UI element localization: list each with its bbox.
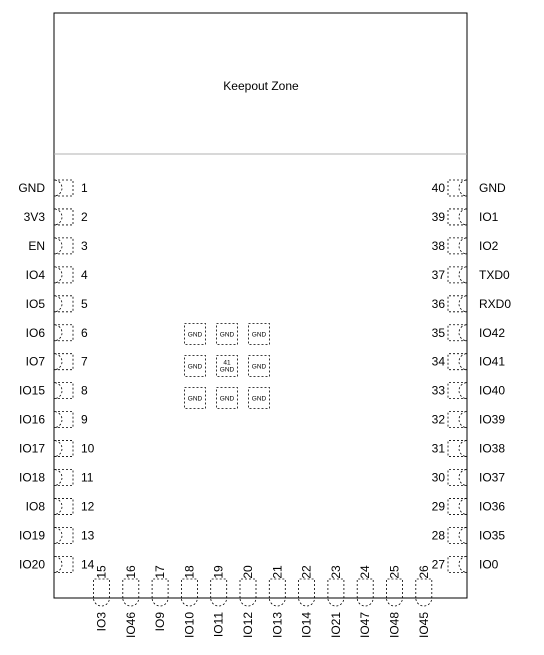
pin-number: 8 — [81, 383, 88, 398]
pin-pad-outline — [211, 579, 227, 606]
pin-name: IO8 — [25, 499, 45, 514]
right-pin-38 — [432, 238, 499, 254]
left-pin-12 — [26, 498, 95, 514]
pin-number: 40 — [431, 181, 445, 195]
pin-pad-outline — [448, 180, 467, 196]
pin-name: IO7 — [25, 354, 45, 369]
pin-name: IO37 — [479, 470, 506, 485]
pin-pad-outline — [54, 267, 73, 283]
pin-name: IO10 — [182, 612, 197, 639]
left-pin-13 — [19, 527, 95, 543]
right-pin-36 — [432, 296, 512, 312]
pad-label: GND — [251, 395, 267, 403]
pin-pad-outline — [448, 412, 467, 428]
pin-name: IO41 — [479, 354, 506, 369]
pin-name: IO9 — [153, 612, 168, 632]
pin-pad-outline — [54, 441, 73, 457]
keepout-zone-label: Keepout Zone — [223, 79, 299, 93]
left-pin-7 — [26, 354, 88, 370]
center-pad-r2c1 — [185, 356, 206, 377]
pin-pad-outline — [448, 498, 467, 514]
pin-number: 35 — [431, 325, 445, 340]
pin-name: IO17 — [18, 441, 45, 456]
pin-number: 18 — [182, 565, 197, 579]
pin-pad-outline — [416, 579, 432, 606]
pin-name: IO20 — [18, 557, 45, 572]
pin-pad-outline — [54, 498, 73, 514]
left-pin-10 — [19, 441, 95, 457]
pin-pad-outline — [152, 579, 168, 606]
pin-name: IO18 — [18, 470, 45, 485]
pin-number: 10 — [81, 441, 95, 456]
pin-pad-outline — [448, 209, 467, 225]
center-pad-r3c1 — [185, 388, 206, 409]
pin-number: 14 — [81, 557, 95, 572]
pin-number: 38 — [431, 238, 445, 253]
left-pin-6 — [26, 325, 88, 341]
pin-name: IO19 — [18, 528, 45, 543]
left-pin-3 — [28, 238, 88, 254]
pin-pad-outline — [54, 412, 73, 428]
pin-pad-outline — [54, 527, 73, 543]
pin-number: 28 — [431, 528, 445, 543]
right-pin-37 — [432, 267, 510, 283]
pin-name: IO40 — [479, 383, 506, 398]
pin-name: IO39 — [479, 412, 506, 427]
pad-label: GND — [187, 331, 203, 339]
bottom-pin-row — [94, 565, 432, 638]
pin-number: 34 — [431, 354, 445, 369]
pin-name: IO36 — [479, 499, 506, 514]
pin-number: 27 — [431, 557, 445, 572]
pin-pad-outline — [328, 579, 344, 606]
pin-number: 29 — [431, 499, 445, 514]
pin-pad-outline — [269, 579, 285, 606]
pad-label: GND — [219, 395, 235, 403]
center-pad-r1c3 — [249, 324, 270, 345]
center-pad-r3c2 — [217, 388, 238, 409]
pin-number: 12 — [81, 499, 95, 514]
pin-pad-outline — [54, 470, 73, 486]
pin-name: IO38 — [479, 441, 506, 456]
pin-pad-outline — [448, 556, 467, 572]
center-ground-pad-array — [185, 324, 270, 409]
pin-pad-outline — [240, 579, 256, 606]
pin-number: 31 — [431, 441, 445, 456]
right-pin-33 — [432, 383, 506, 399]
pad-label: GND — [219, 331, 235, 339]
pin-pad-outline — [54, 180, 73, 196]
bottom-pin-20 — [240, 565, 256, 638]
pin-pad-outline — [448, 527, 467, 543]
pin-pad-outline — [357, 579, 373, 606]
left-pin-9 — [19, 412, 88, 428]
pin-name: IO2 — [479, 238, 499, 253]
pin-number: 9 — [81, 412, 88, 427]
pin-number: 22 — [299, 565, 314, 579]
pin-number: 19 — [211, 565, 226, 579]
pin-number: 39 — [431, 209, 445, 224]
pin-pad-outline — [448, 441, 467, 457]
pin-name: IO11 — [211, 612, 226, 638]
pin-pad-outline — [123, 579, 139, 606]
left-pin-1 — [18, 180, 88, 196]
pin-name: 3V3 — [23, 209, 45, 224]
right-pin-28 — [432, 527, 506, 543]
bottom-pin-24 — [357, 565, 373, 638]
pin-pad-outline — [54, 354, 73, 370]
module-outline — [54, 13, 467, 598]
left-pin-14 — [19, 556, 95, 572]
pin-number: 25 — [387, 565, 402, 579]
bottom-pin-23 — [328, 565, 344, 638]
pad-label: GND — [251, 363, 267, 371]
right-pin-29 — [432, 498, 506, 514]
pin-name: IO47 — [358, 612, 373, 639]
pin-pad-outline — [448, 267, 467, 283]
right-pin-35 — [432, 325, 506, 341]
pin-name: IO14 — [299, 612, 314, 639]
pin-pad-outline — [387, 579, 403, 606]
pin-pad-outline — [299, 579, 315, 606]
pin-name: IO5 — [25, 296, 45, 311]
center-pad-r2c3 — [249, 356, 270, 377]
pin-number: 37 — [431, 267, 445, 282]
center-pad-r1c1 — [185, 324, 206, 345]
pin-name: IO1 — [479, 209, 499, 224]
pin-number: 7 — [81, 354, 88, 369]
pin-number: 23 — [328, 565, 343, 579]
pin-name: IO48 — [387, 612, 402, 639]
pin-pad-outline — [54, 325, 73, 341]
pin-pad-outline — [54, 238, 73, 254]
pin-name: IO46 — [123, 612, 138, 639]
pin-name: TXD0 — [479, 267, 510, 282]
pad-number: 41 — [223, 359, 231, 367]
right-pin-27 — [432, 556, 499, 572]
pin-number: 30 — [431, 470, 445, 485]
right-pin-column — [432, 180, 512, 572]
pin-pad-outline — [448, 354, 467, 370]
bottom-pin-26 — [416, 565, 432, 638]
pin-name: IO12 — [241, 612, 255, 639]
pin-pad-outline — [181, 579, 197, 606]
pad-label: GND — [187, 363, 203, 371]
right-pin-30 — [432, 470, 506, 486]
pin-name: GND — [18, 181, 45, 195]
pin-pad-outline — [448, 325, 467, 341]
pin-name: IO3 — [94, 612, 109, 632]
bottom-pin-18 — [181, 565, 197, 638]
pin-number: 26 — [416, 565, 431, 579]
pin-name: IO45 — [416, 612, 431, 639]
pin-name: IO13 — [270, 612, 285, 639]
pin-name: IO6 — [25, 325, 45, 340]
pin-number: 6 — [81, 325, 88, 340]
pin-name: EN — [28, 238, 45, 253]
left-pin-11 — [19, 470, 94, 486]
pin-number: 3 — [81, 238, 88, 253]
left-pin-2 — [24, 209, 88, 225]
pin-number: 4 — [81, 267, 88, 282]
pin-name: GND — [479, 181, 506, 195]
pin-number: 36 — [431, 296, 445, 311]
right-pin-32 — [432, 412, 506, 428]
pin-number: 2 — [81, 209, 88, 224]
left-pin-column — [18, 180, 94, 572]
pin-pad-outline — [54, 556, 73, 572]
pin-name: IO4 — [25, 267, 45, 282]
right-pin-39 — [432, 209, 499, 225]
pin-number: 33 — [431, 383, 445, 398]
pad-label: GND — [219, 366, 235, 374]
pin-pad-outline — [54, 209, 73, 225]
center-pad-r1c2 — [217, 324, 238, 345]
pin-number: 11 — [81, 470, 94, 485]
pin-number: 24 — [358, 565, 373, 579]
pin-pad-outline — [54, 296, 73, 312]
left-pin-5 — [26, 296, 88, 312]
pin-pad-outline — [94, 579, 110, 606]
bottom-pin-19 — [211, 565, 227, 637]
pin-name: IO21 — [328, 612, 343, 639]
pin-number: 16 — [123, 565, 138, 579]
pad-label: GND — [251, 331, 267, 339]
pad-label: GND — [187, 395, 203, 403]
pin-number: 15 — [94, 565, 109, 579]
center-pad-r2c2 — [217, 356, 238, 377]
pin-number: 21 — [270, 565, 285, 579]
bottom-pin-22 — [299, 565, 315, 638]
pin-pad-outline — [448, 383, 467, 399]
pin-name: IO42 — [479, 325, 506, 340]
bottom-pin-21 — [269, 565, 285, 638]
bottom-pin-25 — [387, 565, 403, 638]
pin-number: 32 — [431, 412, 445, 427]
right-pin-40 — [432, 180, 506, 196]
pin-number: 1 — [81, 181, 88, 195]
right-pin-31 — [432, 441, 506, 457]
pin-number: 13 — [81, 528, 95, 543]
pin-number: 17 — [153, 565, 168, 579]
pin-pad-outline — [448, 296, 467, 312]
pin-name: IO35 — [479, 528, 506, 543]
left-pin-8 — [19, 383, 88, 399]
pin-pad-outline — [448, 470, 467, 486]
pin-name: RXD0 — [479, 296, 512, 311]
center-pad-r3c3 — [249, 388, 270, 409]
pin-name: IO15 — [18, 383, 45, 398]
right-pin-34 — [432, 354, 506, 370]
bottom-pin-16 — [123, 565, 139, 638]
pin-name: IO0 — [479, 557, 499, 572]
pin-pad-outline — [448, 238, 467, 254]
pin-number: 5 — [81, 296, 88, 311]
pin-number: 20 — [241, 565, 255, 579]
pin-pad-outline — [54, 383, 73, 399]
left-pin-4 — [26, 267, 88, 283]
pin-name: IO16 — [18, 412, 45, 427]
